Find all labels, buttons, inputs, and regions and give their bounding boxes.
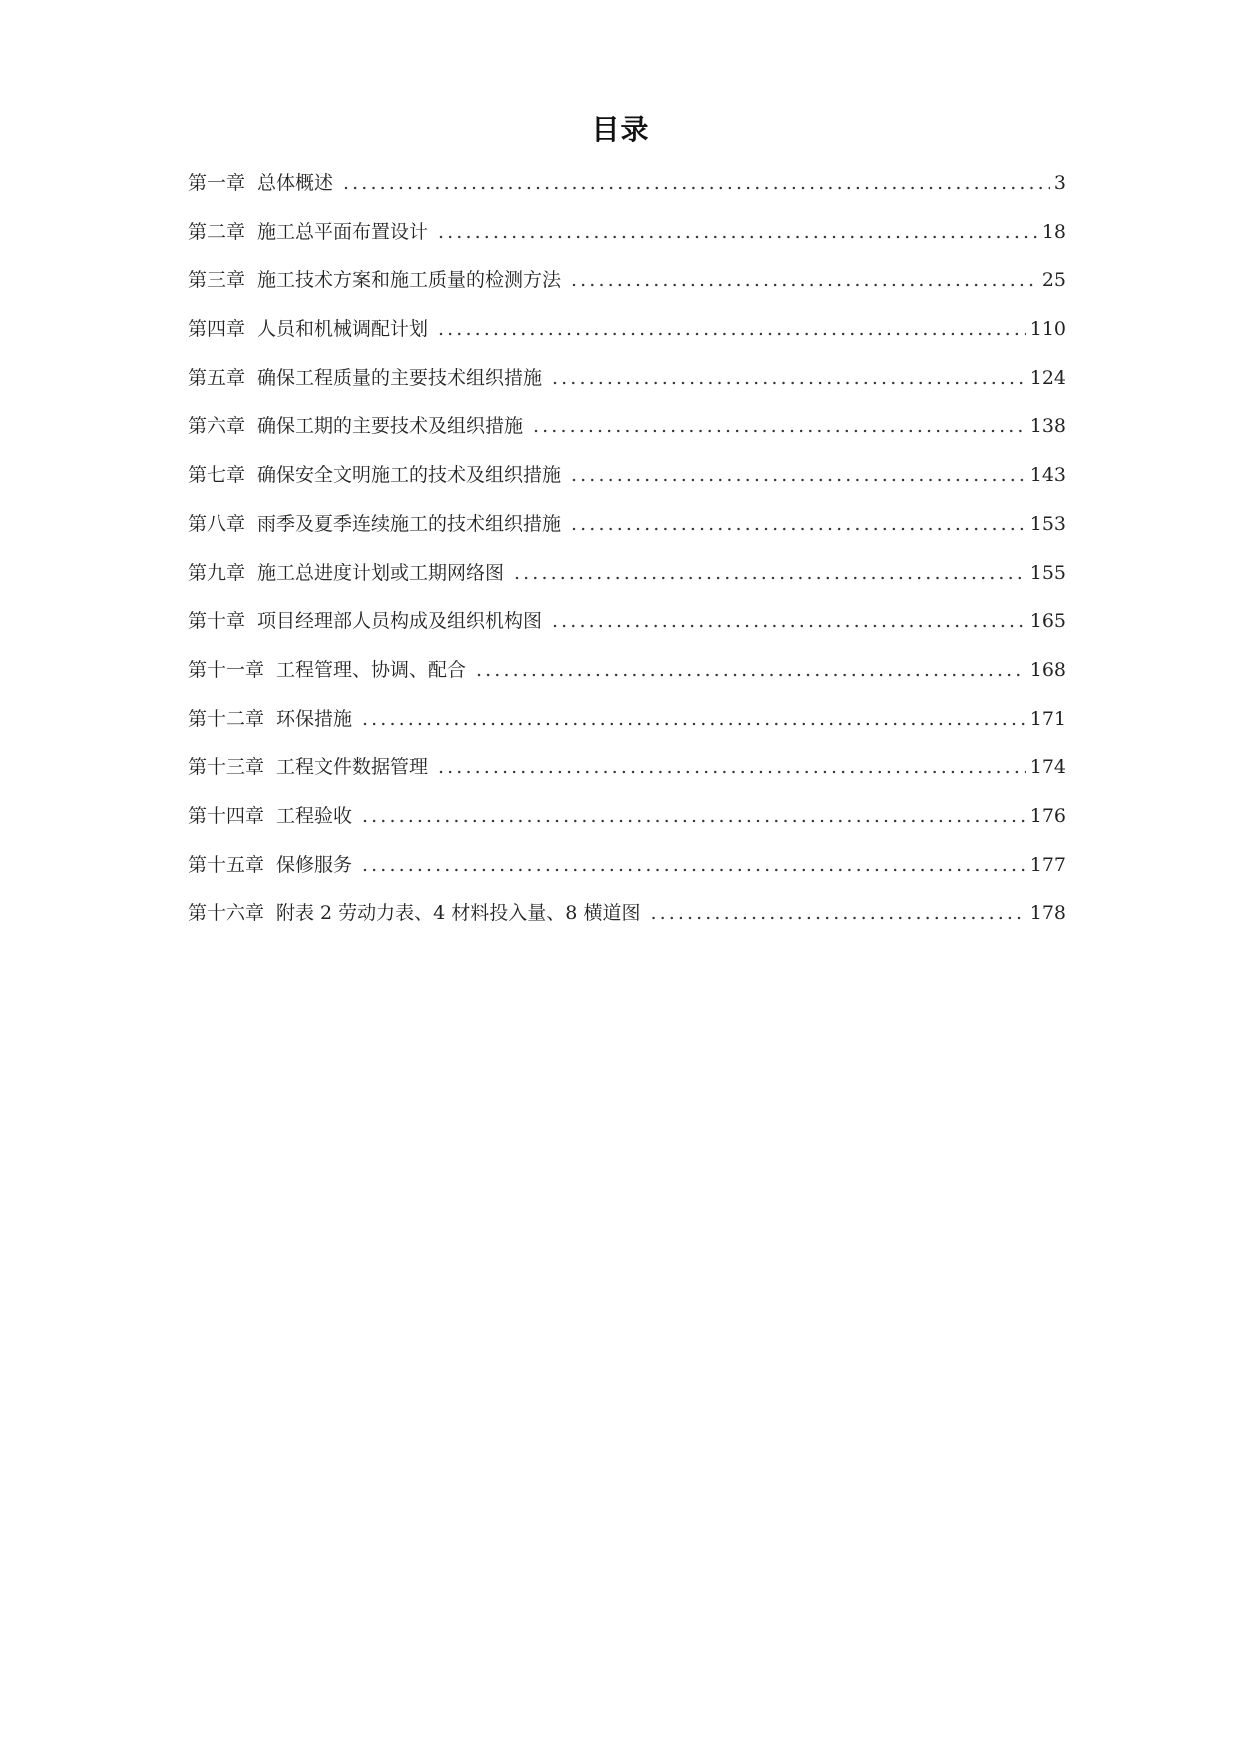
toc-chapter-number: 第四章 xyxy=(188,318,246,341)
toc-entry[interactable] xyxy=(188,168,1066,217)
toc-entry[interactable] xyxy=(188,509,1066,558)
toc-heading: 施工总平面布置设计 xyxy=(257,220,429,243)
toc-page-number: 155 xyxy=(1029,561,1066,584)
toc-page-number: 165 xyxy=(1029,610,1066,633)
toc-entry[interactable] xyxy=(188,411,1066,460)
toc-dot-leader xyxy=(343,172,1050,194)
toc-dot-leader xyxy=(438,756,1026,778)
toc-page-number: 25 xyxy=(1041,269,1066,292)
toc-page-number: 143 xyxy=(1029,464,1066,487)
toc-entry[interactable] xyxy=(188,752,1066,801)
toc-heading: 环保措施 xyxy=(276,707,353,730)
toc-entry[interactable] xyxy=(188,217,1066,266)
toc-chapter-number: 第十三章 xyxy=(188,756,265,779)
toc-dot-leader xyxy=(476,659,1026,681)
toc-entry[interactable] xyxy=(188,898,1066,947)
toc-heading: 项目经理部人员构成及组织机构图 xyxy=(257,610,543,633)
toc-chapter-number: 第六章 xyxy=(188,415,246,438)
toc-entry[interactable] xyxy=(188,704,1066,753)
toc-entry[interactable] xyxy=(188,363,1066,412)
toc-chapter-number: 第三章 xyxy=(188,269,246,292)
toc-page-number: 124 xyxy=(1029,366,1066,389)
toc-dot-leader xyxy=(533,415,1026,437)
toc-heading: 雨季及夏季连续施工的技术组织措施 xyxy=(257,512,562,535)
toc-dot-leader xyxy=(650,902,1025,924)
toc-heading: 施工技术方案和施工质量的检测方法 xyxy=(257,269,562,292)
toc-entry[interactable] xyxy=(188,460,1066,509)
toc-chapter-number: 第二章 xyxy=(188,220,246,243)
toc-entry[interactable] xyxy=(188,606,1066,655)
toc-heading: 确保工程质量的主要技术组织措施 xyxy=(257,366,543,389)
toc-page-number: 110 xyxy=(1029,318,1066,341)
toc-heading: 工程验收 xyxy=(276,804,353,827)
toc-heading: 总体概述 xyxy=(257,172,334,194)
toc-page-number: 178 xyxy=(1029,902,1066,925)
toc-chapter-number: 第十四章 xyxy=(188,804,265,827)
toc-chapter-number: 第十章 xyxy=(188,610,246,633)
toc-entry[interactable] xyxy=(188,314,1066,363)
toc-chapter-number: 第七章 xyxy=(188,464,246,487)
toc-heading: 工程文件数据管理 xyxy=(276,756,429,779)
toc-entry[interactable] xyxy=(188,265,1066,314)
toc-heading: 附表 2 劳动力表、4 材料投入量、8 横道图 xyxy=(276,902,641,925)
toc-chapter-number: 第九章 xyxy=(188,561,246,584)
toc-dot-leader xyxy=(438,318,1026,340)
toc-page-number: 171 xyxy=(1029,707,1066,730)
toc-page-number: 176 xyxy=(1029,804,1066,827)
toc-dot-leader xyxy=(552,367,1026,389)
toc-dot-leader xyxy=(571,513,1026,535)
toc-chapter-number: 第十六章 xyxy=(188,902,265,925)
toc-heading: 工程管理、协调、配合 xyxy=(276,658,467,681)
toc-heading: 确保安全文明施工的技术及组织措施 xyxy=(257,464,562,487)
toc-title: 目录 xyxy=(591,113,650,146)
toc-entry[interactable] xyxy=(188,850,1066,899)
toc-dot-leader xyxy=(552,610,1026,632)
toc-dot-leader xyxy=(362,708,1026,730)
toc-chapter-number: 第五章 xyxy=(188,366,246,389)
toc-dot-leader xyxy=(514,562,1026,584)
toc-dot-leader xyxy=(438,221,1038,243)
toc-entry[interactable] xyxy=(188,801,1066,850)
toc-page-number: 177 xyxy=(1029,853,1066,876)
toc-page-number: 153 xyxy=(1029,512,1066,535)
toc-page-number: 168 xyxy=(1029,658,1066,681)
toc-entry[interactable] xyxy=(188,558,1066,607)
toc-entry[interactable] xyxy=(188,655,1066,704)
toc-heading: 确保工期的主要技术及组织措施 xyxy=(257,415,524,438)
toc-dot-leader xyxy=(362,854,1026,876)
toc-list xyxy=(188,168,1066,947)
toc-page-number: 174 xyxy=(1029,756,1066,779)
toc-page-number: 3 xyxy=(1053,172,1066,194)
toc-chapter-number: 第八章 xyxy=(188,512,246,535)
toc-heading: 施工总进度计划或工期网络图 xyxy=(257,561,505,584)
toc-heading: 人员和机械调配计划 xyxy=(257,318,429,341)
toc-chapter-number: 第十一章 xyxy=(188,658,265,681)
toc-dot-leader xyxy=(571,464,1026,486)
toc-chapter-number: 第一章 xyxy=(188,172,246,194)
toc-chapter-number: 第十五章 xyxy=(188,853,265,876)
toc-dot-leader xyxy=(571,269,1038,291)
toc-page-number: 138 xyxy=(1029,415,1066,438)
toc-dot-leader xyxy=(362,805,1026,827)
toc-chapter-number: 第十二章 xyxy=(188,707,265,730)
toc-heading: 保修服务 xyxy=(276,853,353,876)
toc-page-number: 18 xyxy=(1041,220,1066,243)
